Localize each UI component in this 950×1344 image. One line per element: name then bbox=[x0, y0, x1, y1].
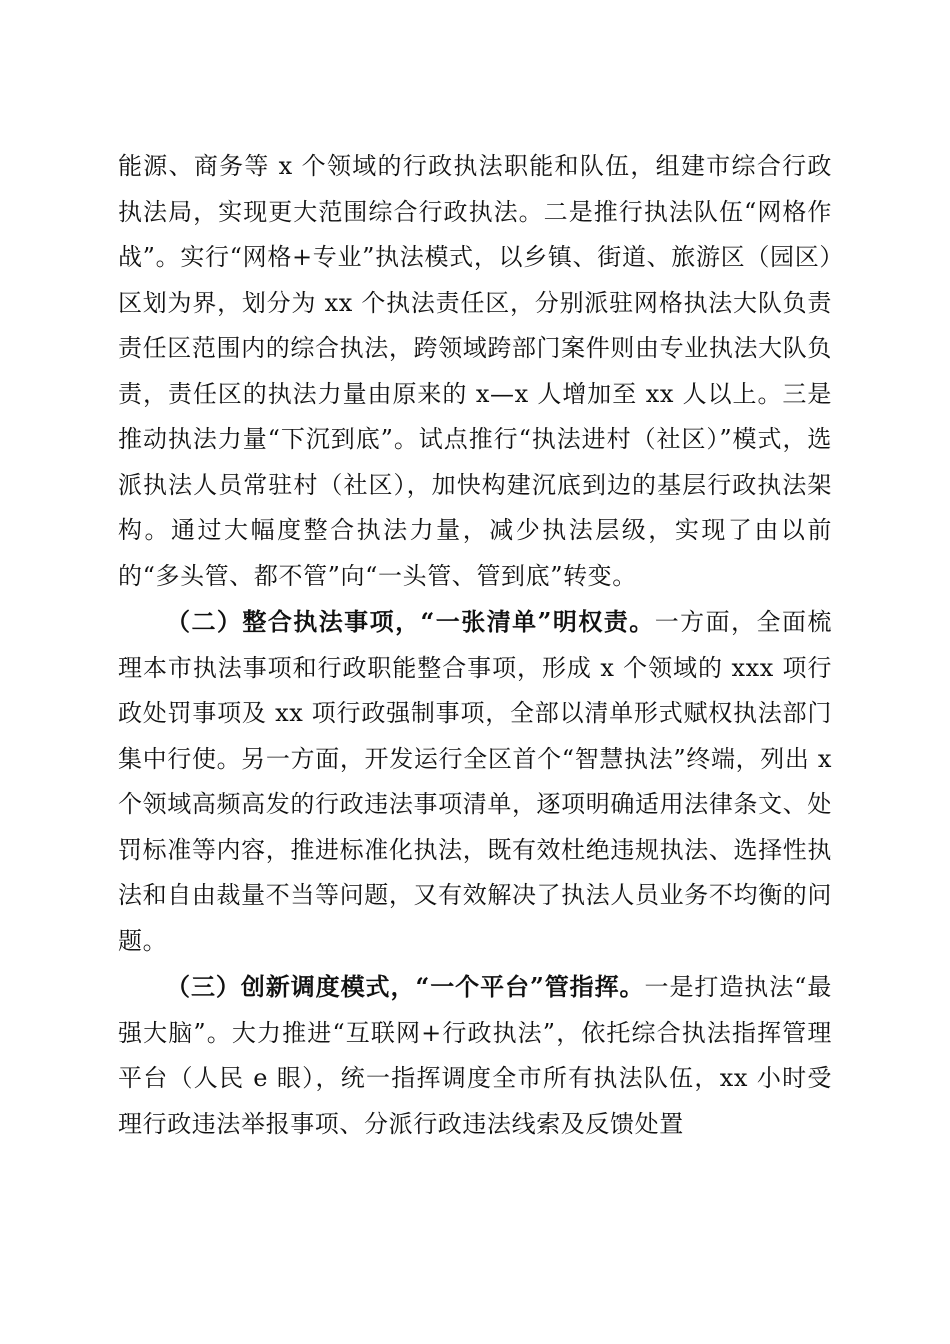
document-body bbox=[118, 143, 832, 1147]
paragraph-1 bbox=[118, 143, 832, 599]
paragraph-1-text: 能源、商务等 x 个领域的行政执法职能和队伍，组建市综合行政执法局，实现更大范围综合行政执法。二是推行执法队伍“网格作战”。实行“网格+专业”执法模式，以乡镇、街道、旅游区（园区）区划为界，划分为 xx 个执法责任区，分别派驻网格执法大队负责责任区范围内的综合执法，跨领域跨部门案件则由专业执法大队负责，责任区的执法力量由原来的 x—x 人增加至 xx 人以上。三是推动执法力量“下沉到底”。试点推行“执法进村（社区）”模式，选派执法人员常驻村（社区），加快构建沉底到边的基层行政执法架构。通过大幅度整合执法力量，减少执法层级，实现了由以前的“多头管、都不管”向“一头管、管到底”转变。 bbox=[118, 152, 832, 590]
paragraph-3 bbox=[118, 964, 832, 1147]
paragraph-3-lead: （三）创新调度模式，“一个平台”管指挥。 bbox=[166, 972, 645, 1001]
paragraph-3-text: 一是打造执法“最强大脑”。大力推进“互联网+行政执法”，依托综合执法指挥管理平台（人民 e 眼），统一指挥调度全市所有执法队伍，xx 小时受理行政违法举报事项、分派行政违法线索及反馈处置 bbox=[118, 973, 832, 1138]
paragraph-2-lead: （二）整合执法事项，“一张清单”明权责。 bbox=[166, 607, 655, 636]
paragraph-2 bbox=[118, 599, 832, 964]
paragraph-2-text: 一方面，全面梳理本市执法事项和行政职能整合事项，形成 x 个领域的 xxx 项行政处罚事项及 xx 项行政强制事项，全部以清单形式赋权执法部门集中行使。另一方面，开发运行全区首个“智慧执法”终端，列出 x 个领域高频高发的行政违法事项清单，逐项明确适用法律条文、处罚标准等内容，推进标准化执法，既有效杜绝违规执法、选择性执法和自由裁量不当等问题，又有效解决了执法人员业务不均衡的问题。 bbox=[118, 608, 833, 955]
